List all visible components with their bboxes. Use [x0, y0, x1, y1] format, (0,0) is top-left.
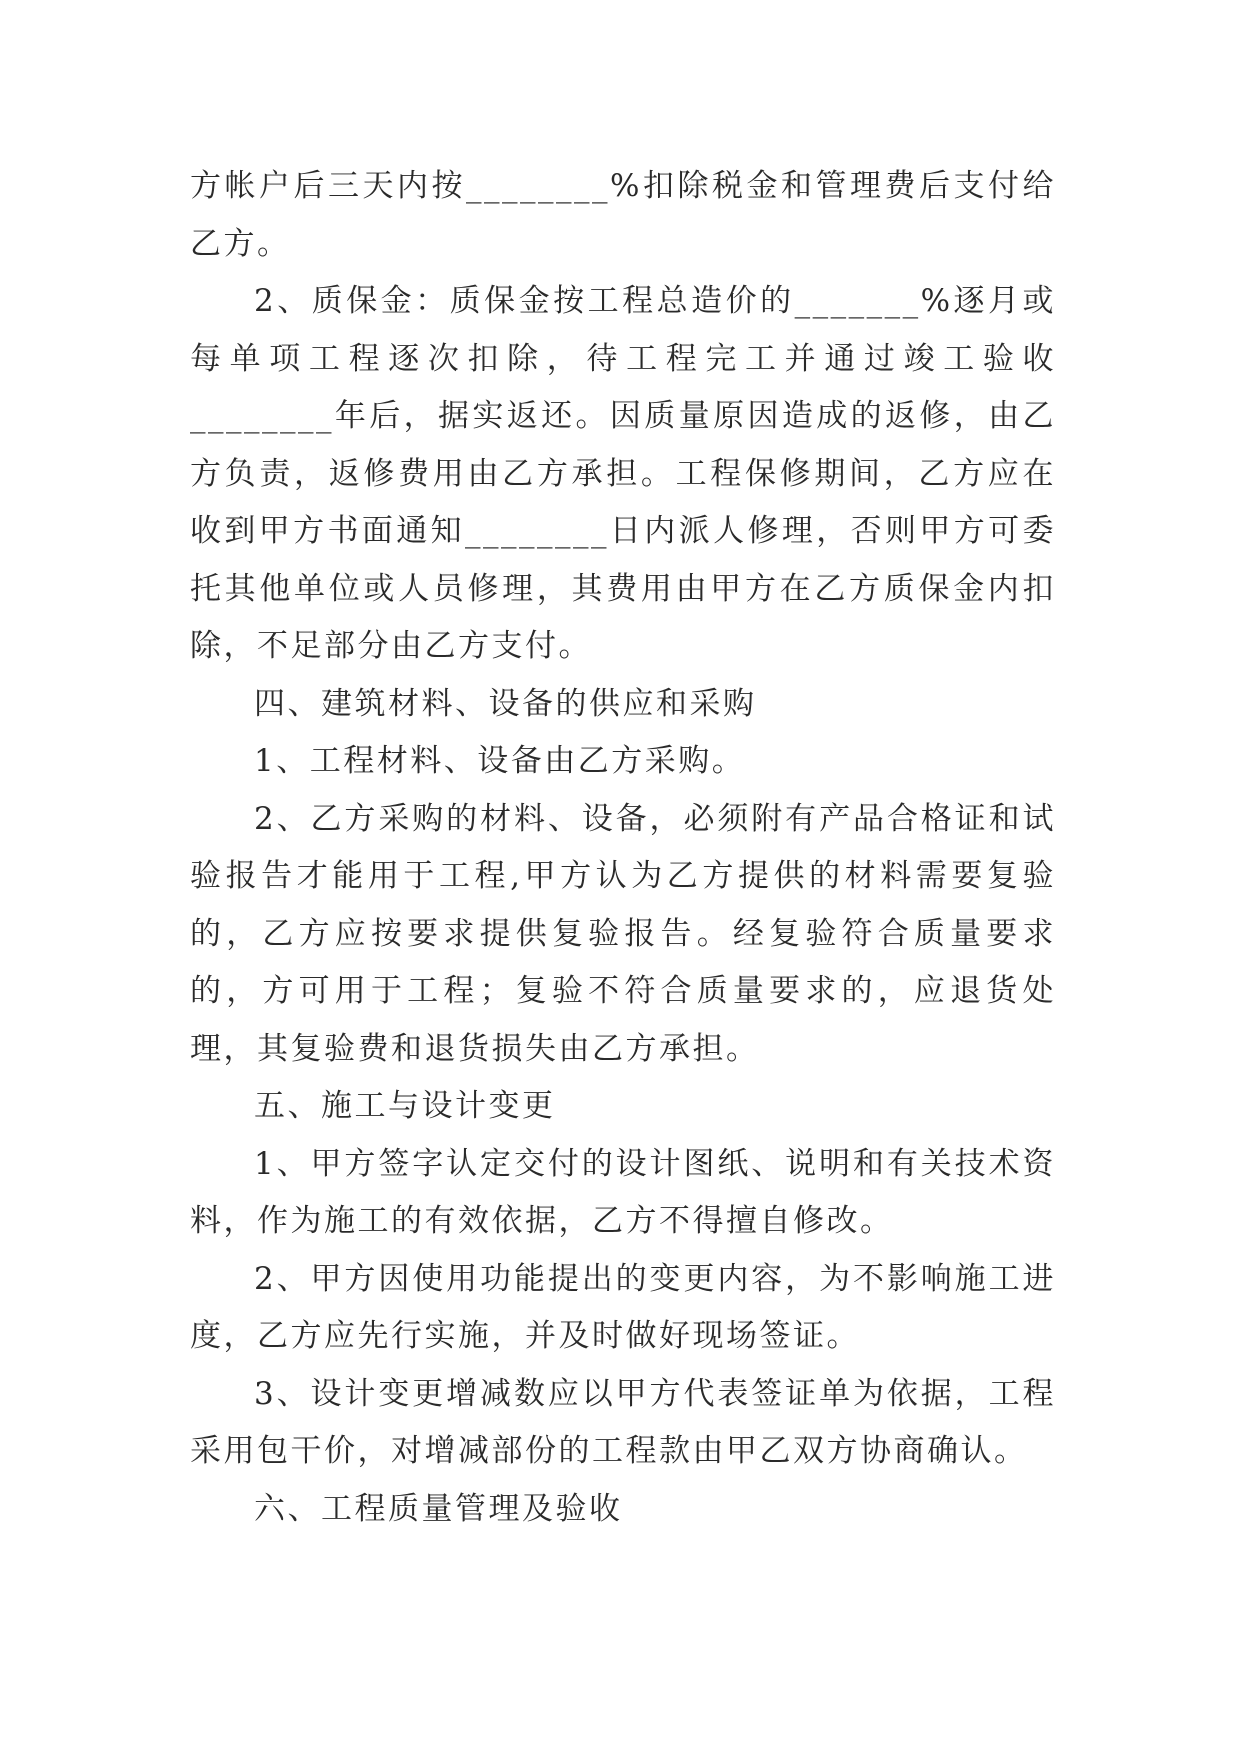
paragraph-warranty-deposit: 2、质保金：质保金按工程总造价的_______%逐月或每单项工程逐次扣除，待工程完工并通过竣工验收________年后，据实返还。因质量原因造成的返修，由乙方负责，返修费用由乙方承担。工程保修期间，乙方应在收到甲方书面通知________日内派人修理，否则甲方可委托其他单位或人员修理，其费用由甲方在乙方质保金内扣除，不足部分由乙方支付。: [190, 283, 1056, 664]
paragraph-design-change-1: 1、甲方签字认定交付的设计图纸、说明和有关技术资料，作为施工的有效依据，乙方不得擅自修改。: [190, 1145, 1056, 1239]
paragraph-payment-continued: 方帐户后三天内按________%扣除税金和管理费后支付给乙方。: [190, 168, 1056, 262]
section-heading-design-change: 五、施工与设计变更: [254, 1088, 556, 1124]
document-body: [190, 158, 1056, 1538]
paragraph-design-change-2: 2、甲方因使用功能提出的变更内容，为不影响施工进度，乙方应先行实施，并及时做好现场签证。: [190, 1260, 1056, 1354]
paragraph-materials-1: 1、工程材料、设备由乙方采购。: [254, 743, 746, 779]
paragraph-materials-2: 2、乙方采购的材料、设备，必须附有产品合格证和试验报告才能用于工程,甲方认为乙方提供的材料需要复验的，乙方应按要求提供复验报告。经复验符合质量要求的，方可用于工程；复验不符合质量要求的，应退货处理，其复验费和退货损失由乙方承担。: [190, 800, 1056, 1067]
section-heading-materials: 四、建筑材料、设备的供应和采购: [254, 685, 757, 722]
paragraph-design-change-3: 3、设计变更增减数应以甲方代表签证单为依据，工程采用包干价，对增减部份的工程款由甲乙双方协商确认。: [190, 1375, 1056, 1469]
section-heading-quality: 六、工程质量管理及验收: [254, 1490, 623, 1527]
